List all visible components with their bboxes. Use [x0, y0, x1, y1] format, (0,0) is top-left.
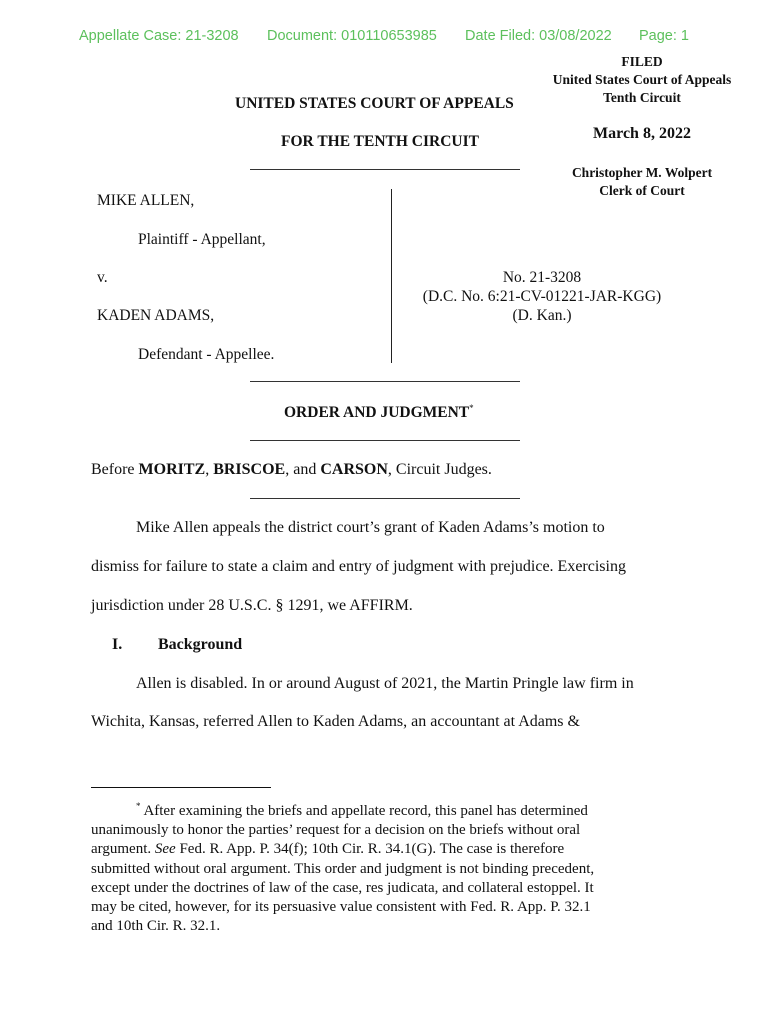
body-line: Mike Allen appeals the district court’s grant of Kaden Adams’s motion to: [136, 519, 605, 536]
header-page: Page: 1: [639, 28, 689, 44]
appellee-name: KADEN ADAMS,: [97, 307, 215, 324]
court-circuit: FOR THE TENTH CIRCUIT: [281, 133, 479, 150]
footnote-line: unanimously to honor the parties’ request for a decision on the briefs without oral: [91, 822, 581, 839]
body-line: dismiss for failure to state a claim and entry of judgment with prejudice. Exercising: [91, 558, 626, 575]
footnote-text: argument.: [91, 841, 155, 858]
panel-sep: ,: [205, 461, 214, 478]
court-name: UNITED STATES COURT OF APPEALS: [235, 95, 514, 112]
judge-briscoe: BRISCOE: [213, 461, 286, 478]
footnote-text: After examining the briefs and appellate record, this panel has determined: [143, 803, 588, 819]
panel-line: [91, 461, 492, 479]
panel-suffix: , Circuit Judges.: [387, 461, 492, 478]
footnote-see: See: [154, 841, 176, 858]
panel-before: Before: [91, 461, 139, 478]
judge-carson: CARSON: [320, 461, 388, 478]
divider: [250, 498, 520, 499]
header-case: Appellate Case: 21-3208: [79, 28, 239, 44]
appellant-name: MIKE ALLEN,: [97, 192, 195, 209]
order-title-text: ORDER AND JUDGMENT: [284, 404, 470, 422]
district-case-number: (D.C. No. 6:21-CV-01221-JAR-KGG): [422, 288, 662, 305]
clerk-name: Christopher M. Wolpert: [571, 165, 713, 180]
panel-sep: , and: [285, 461, 321, 478]
header-document: Document: 010110653985: [267, 28, 437, 44]
footnote-line: except under the doctrines of law of the case, res judicata, and collateral estoppel. It: [91, 879, 594, 896]
footnote-marker: *: [136, 801, 141, 811]
appellee-role: Defendant - Appellee.: [138, 346, 275, 363]
filed-circuit: Tenth Circuit: [603, 90, 681, 105]
filed-label: FILED: [621, 54, 663, 69]
filed-court: United States Court of Appeals: [552, 72, 732, 87]
footnote-line: [91, 797, 691, 821]
footnote: [91, 797, 691, 936]
section-title: Background: [158, 636, 243, 653]
appellant-role: Plaintiff - Appellant,: [138, 231, 266, 248]
footnote-line: submitted without oral argument. This order and judgment is not binding precedent,: [91, 860, 595, 877]
header-date-filed: Date Filed: 03/08/2022: [465, 28, 612, 44]
footnote-text: Fed. R. App. P. 34(f); 10th Cir. R. 34.1(G). The case is therefore: [175, 841, 565, 858]
section-number: I.: [112, 636, 123, 653]
divider: [250, 169, 520, 170]
versus: v.: [97, 269, 108, 286]
clerk-title: Clerk of Court: [599, 183, 685, 198]
body-line: Wichita, Kansas, referred Allen to Kaden Adams, an accountant at Adams &: [91, 713, 580, 730]
order-title: [284, 403, 474, 422]
case-number: No. 21-3208: [502, 269, 582, 286]
body-line: jurisdiction under 28 U.S.C. § 1291, we AFFIRM.: [91, 597, 413, 614]
footnote-marker: *: [469, 403, 474, 413]
judge-moritz: MORITZ: [138, 461, 206, 478]
footnote-line: [91, 840, 691, 859]
footnote-line: may be cited, however, for its persuasive value consistent with Fed. R. App. P. 32.1: [91, 899, 591, 916]
divider: [250, 381, 520, 382]
divider: [250, 440, 520, 441]
footnote-line: and 10th Cir. R. 32.1.: [91, 918, 221, 935]
district-court: (D. Kan.): [512, 307, 572, 324]
filed-date: March 8, 2022: [593, 125, 691, 142]
footnote-separator: [91, 787, 271, 788]
body-line: Allen is disabled. In or around August of 2021, the Martin Pringle law firm in: [136, 675, 634, 692]
